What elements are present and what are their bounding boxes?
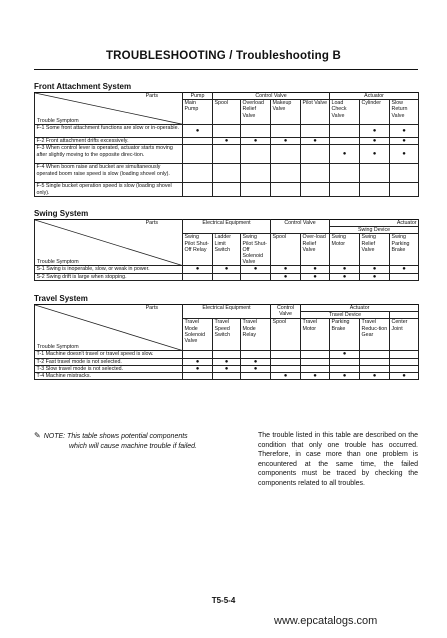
mark-cell [213, 273, 241, 280]
mark-cell [360, 351, 390, 358]
swing-header-diagonal [35, 220, 183, 266]
mark-cell: ● [360, 138, 390, 145]
parts-label: Parts [145, 93, 158, 99]
mark-cell: ● [213, 138, 241, 145]
note-block [34, 431, 209, 451]
travel-subgroup-travel-device: Travel Device [301, 312, 390, 319]
mark-cell [271, 351, 301, 358]
travel-header-diagonal [35, 305, 183, 351]
mark-cell [301, 358, 330, 365]
mark-cell [330, 183, 360, 196]
swing-col-pilot-shutoff-solenoid: Swing Pilot Shut-Off Solenoid Valve [241, 234, 271, 266]
table-row [35, 164, 419, 183]
mark-cell: ● [390, 138, 419, 145]
symptom-f1: F-1 Some front attachment functions are slow or in-operable. [35, 125, 183, 138]
mark-cell: ● [360, 266, 390, 273]
swing-section-title: Swing System [34, 209, 89, 218]
mark-cell: ● [241, 358, 271, 365]
note-label: NOTE: [43, 433, 66, 440]
swing-group-actuator: Actuator [330, 220, 419, 227]
mark-cell [241, 351, 271, 358]
mark-cell [241, 125, 271, 138]
travel-group-electrical: Electrical Equipment [183, 305, 271, 319]
front-col-slow-return-valve: Slow Return Valve [390, 100, 419, 125]
swing-col-ladder-limit-switch: Ladder Limit Switch [213, 234, 241, 266]
mark-cell: ● [271, 373, 301, 380]
mark-cell: ● [301, 373, 330, 380]
travel-col-travel-motor: Travel Motor [301, 319, 330, 351]
mark-cell [183, 164, 213, 183]
mark-cell [213, 164, 241, 183]
mark-cell [301, 365, 330, 372]
mark-cell: ● [183, 358, 213, 365]
symptom-s2: S-2 Swing drift is large when stopping. [35, 273, 183, 280]
travel-table [34, 304, 419, 380]
mark-cell: ● [390, 373, 419, 380]
mark-cell [360, 164, 390, 183]
mark-cell [390, 365, 419, 372]
swing-col-parking-brake: Swing Parking Brake [390, 234, 419, 266]
trouble-symptom-label: Trouble Symptom [37, 118, 79, 124]
mark-cell [330, 365, 360, 372]
parts-label: Parts [145, 220, 158, 226]
symptom-f2: F-2 Front attachment drifts excessively. [35, 138, 183, 145]
symptom-s1: S-1 Swing is inoperable, slow, or weak in power. [35, 266, 183, 273]
table-row [35, 358, 419, 365]
mark-cell [301, 351, 330, 358]
mark-cell: ● [241, 365, 271, 372]
mark-cell [271, 183, 301, 196]
front-col-overload-relief-valve: Overload Relief Valve [241, 100, 271, 125]
mark-cell: ● [183, 365, 213, 372]
travel-col-parking-brake: Parking Brake [330, 319, 360, 351]
front-group-actuator: Actuator [330, 93, 419, 100]
mark-cell [183, 351, 213, 358]
mark-cell [271, 365, 301, 372]
mark-cell: ● [241, 266, 271, 273]
swing-col-swing-motor: Swing Motor [330, 234, 360, 266]
mark-cell: ● [213, 358, 241, 365]
mark-cell [213, 373, 241, 380]
travel-section-title: Travel System [34, 294, 88, 303]
front-col-spool: Spool [213, 100, 241, 125]
table-row [35, 351, 419, 358]
table-row [35, 125, 419, 138]
mark-cell [271, 145, 301, 164]
swing-subgroup-swing-device: Swing Device [330, 227, 419, 234]
mark-cell [330, 138, 360, 145]
mark-cell [241, 145, 271, 164]
mark-cell: ● [330, 266, 360, 273]
mark-cell: ● [271, 266, 301, 273]
mark-cell: ● [301, 138, 330, 145]
swing-col-overload-relief: Over-load Relief Valve [301, 234, 330, 266]
front-col-main-pump: Main Pump [183, 100, 213, 125]
travel-col-mode-relay: Travel Mode Relay [241, 319, 271, 351]
front-group-control-valve: Control Valve [213, 93, 330, 100]
pencil-note-icon: ✎ [34, 431, 41, 440]
mark-cell [330, 358, 360, 365]
front-col-cylinder: Cylinder [360, 100, 390, 125]
symptom-t3: T-3 Slow travel mode is not selected. [35, 365, 183, 372]
mark-cell [390, 273, 419, 280]
mark-cell [183, 145, 213, 164]
front-group-pump: Pump [183, 93, 213, 100]
mark-cell: ● [330, 273, 360, 280]
mark-cell: ● [213, 266, 241, 273]
travel-col-reduction-gear: Travel Reduc-tion Gear [360, 319, 390, 351]
symptom-f4: F-4 When boom raise and bucket are simultaneously operated boom raise speed is slow (loading shovel only). [35, 164, 183, 183]
mark-cell: ● [330, 373, 360, 380]
mark-cell: ● [301, 273, 330, 280]
note-line-2: which will cause machine trouble if failed. [69, 442, 198, 450]
mark-cell [301, 145, 330, 164]
swing-group-control-valve: Control Valve [271, 220, 330, 234]
mark-cell: ● [360, 273, 390, 280]
table-row [35, 145, 419, 164]
mark-cell: ● [213, 365, 241, 372]
swing-col-spool: Spool [271, 234, 301, 266]
mark-cell: ● [301, 266, 330, 273]
mark-cell: ● [183, 266, 213, 273]
travel-subgroup-blank [390, 312, 419, 319]
mark-cell: ● [271, 273, 301, 280]
mark-cell [183, 138, 213, 145]
watermark: www.epcatalogs.com [274, 615, 378, 627]
table-row [35, 273, 419, 280]
swing-table [34, 219, 419, 281]
mark-cell [213, 183, 241, 196]
mark-cell [241, 164, 271, 183]
mark-cell [360, 365, 390, 372]
mark-cell: ● [241, 138, 271, 145]
front-col-makeup-valve: Makeup Valve [271, 100, 301, 125]
mark-cell: ● [390, 125, 419, 138]
mark-cell [301, 183, 330, 196]
mark-cell [241, 273, 271, 280]
table-row [35, 365, 419, 372]
page-title: TROUBLESHOOTING / Troubleshooting B [105, 50, 342, 62]
table-row [35, 183, 419, 196]
mark-cell [271, 164, 301, 183]
swing-col-pilot-shutoff-relay: Swing Pilot Shut-Off Relay [183, 234, 213, 266]
swing-col-swing-relief: Swing Relief Valve [360, 234, 390, 266]
table-row [35, 266, 419, 273]
mark-cell: ● [360, 145, 390, 164]
mark-cell [301, 164, 330, 183]
travel-col-mode-solenoid: Travel Mode Solenoid Valve [183, 319, 213, 351]
symptom-f3: F-3 When control lever is operated, actuator starts moving after slightly moving to the opposite direc-tion. [35, 145, 183, 164]
mark-cell [213, 125, 241, 138]
mark-cell [390, 164, 419, 183]
travel-group-actuator: Actuator [301, 305, 419, 312]
front-col-pilot-valve: Pilot Valve [301, 100, 330, 125]
swing-group-electrical: Electrical Equipment [183, 220, 271, 234]
mark-cell [241, 183, 271, 196]
mark-cell [241, 373, 271, 380]
travel-group-control-valve: Control Valve [271, 305, 301, 319]
mark-cell: ● [183, 125, 213, 138]
description-paragraph: The trouble listed in this table are described on the condition that only one trouble has occurred. Therefore, in case more than one problem is encountered at the same time, the failed components must be traced by checking the components related to all troubles. [258, 432, 418, 487]
mark-cell: ● [390, 266, 419, 273]
mark-cell [271, 125, 301, 138]
symptom-t4: T-4 Machine mistracks. [35, 373, 183, 380]
trouble-symptom-label: Trouble Symptom [37, 259, 79, 266]
mark-cell [213, 145, 241, 164]
travel-col-spool: Spool [271, 319, 301, 351]
front-section-title: Front Attachment System [34, 82, 132, 91]
mark-cell: ● [330, 145, 360, 164]
mark-cell [301, 125, 330, 138]
mark-cell: ● [360, 125, 390, 138]
front-table [34, 92, 419, 197]
page-number: T5-5-4 [211, 596, 236, 605]
mark-cell [213, 351, 241, 358]
travel-col-center-joint: Center Joint [390, 319, 419, 351]
mark-cell: ● [360, 373, 390, 380]
table-row [35, 138, 419, 145]
mark-cell [271, 358, 301, 365]
mark-cell [330, 125, 360, 138]
mark-cell [183, 183, 213, 196]
table-row [35, 373, 419, 380]
symptom-t1: T-1 Machine doesn't travel or travel speed is slow. [35, 351, 183, 358]
title-rule [34, 69, 418, 70]
mark-cell: ● [330, 351, 360, 358]
mark-cell [360, 358, 390, 365]
mark-cell: ● [271, 138, 301, 145]
mark-cell [390, 358, 419, 365]
front-header-diagonal [35, 93, 183, 125]
front-col-load-check-valve: Load Check Valve [330, 100, 360, 125]
mark-cell [183, 273, 213, 280]
mark-cell: ● [390, 145, 419, 164]
mark-cell [360, 183, 390, 196]
mark-cell [390, 351, 419, 358]
mark-cell [183, 373, 213, 380]
travel-col-speed-switch: Travel Speed Switch [213, 319, 241, 351]
symptom-t2: T-2 Fast travel mode is not selected. [35, 358, 183, 365]
symptom-f5: F-5 Single bucket operation speed is slow (loading shovel only). [35, 183, 183, 196]
mark-cell [330, 164, 360, 183]
mark-cell [390, 183, 419, 196]
parts-label: Parts [145, 305, 158, 311]
note-line-1: This table shows potential components [67, 433, 188, 440]
trouble-symptom-label: Trouble Symptom [37, 344, 79, 351]
